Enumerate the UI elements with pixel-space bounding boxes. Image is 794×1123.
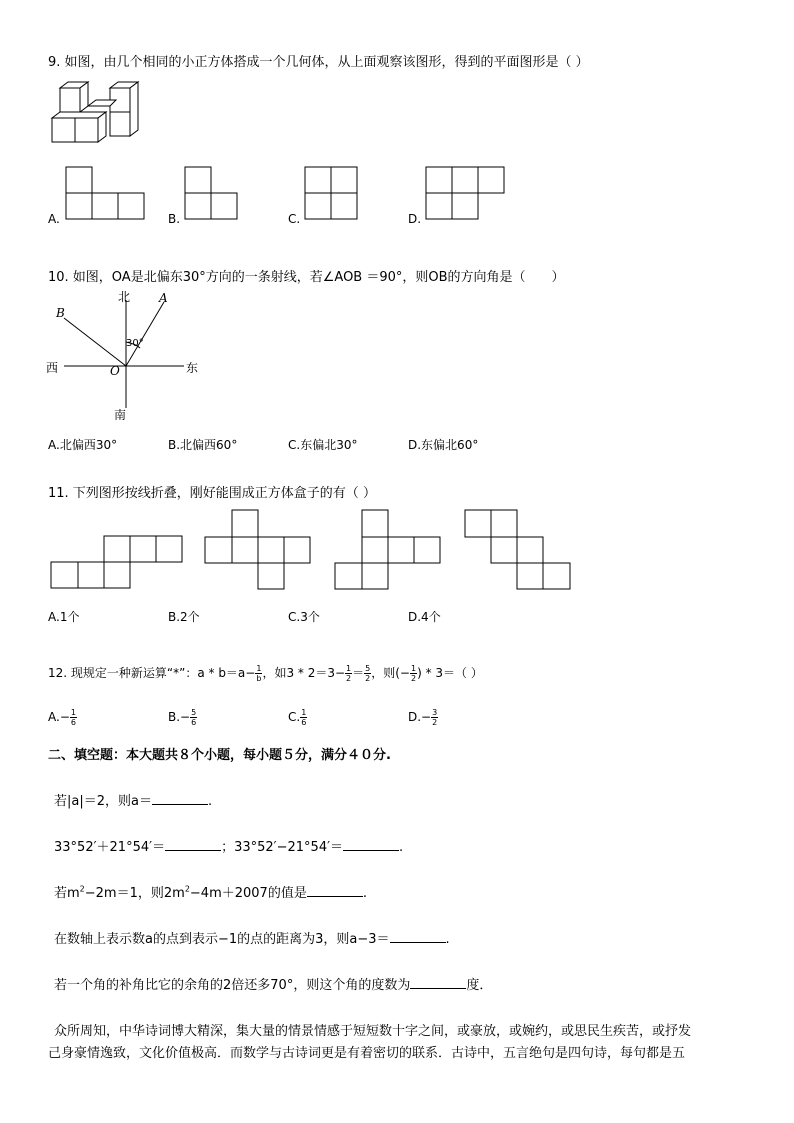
fill-2-period: . [399,840,404,855]
fill-4-text: 在数轴上表示数a的点到表示−1的点的距离为3，则a−3＝ [54,932,390,947]
q11-net-4 [465,510,577,592]
frac-numerator: 5 [365,664,371,673]
answer-blank[interactable] [165,850,221,851]
west-label: 西 [46,361,59,375]
fill-3-period: . [362,886,367,901]
q12-option-c [288,708,307,727]
q12-stem-part-c: ＝ [352,666,365,680]
fill-1-period: . [207,794,213,809]
answer-blank[interactable] [390,942,446,943]
q12-stem-part-b: ，如3 * 2＝3− [262,666,346,680]
fill-5-suffix: 度． [466,978,493,993]
q12-option-d [408,708,438,727]
answer-blank[interactable] [343,850,399,851]
q12-stem [48,664,483,683]
north-label: 北 [118,290,131,304]
q9-option-d: D. [408,212,422,226]
frac-denominator: 2 [365,674,371,683]
option-label: A.− [48,710,70,724]
fill-question-2 [54,836,403,855]
fill-4-period: . [445,932,450,947]
q9-option-b-figure [185,167,239,221]
frac-numerator: 1 [70,708,76,717]
q9-option-a: A. [48,212,60,226]
q9-stem: 9. 如图，由几个相同的小正方体搭成一个几何体，从上面观察该图形，得到的平面图形是（ ） [48,55,589,70]
q10-stem: 10. 如图，OA是北偏东30°方向的一条射线，若∠AOB ＝90°，则OB的方向角是（ ） [48,270,565,285]
q9-option-c: C. [288,212,301,226]
frac-numerator: 1 [256,664,262,673]
q12-option-b [168,708,197,727]
fill-question-6-line-1: 众所周知，中华诗词博大精深，集大量的情景情感于短短数十字之间，或豪放，或婉约，或思民生疾苦，或抒发 [54,1024,692,1039]
point-o-label: O [110,364,120,378]
q9-option-c-figure [305,167,359,221]
frac-numerator: 1 [301,708,307,717]
fill-question-5 [54,974,492,993]
q9-solid-figure [48,78,148,148]
q10-option-a: A.北偏西30° [48,438,118,452]
point-b-label: B [56,306,65,320]
q11-option-b: B.2个 [168,610,200,624]
frac-denominator: b [256,674,262,683]
angle-label: 30° [126,338,144,349]
q12-stem-part-e: ) * 3＝（ ） [417,666,483,680]
frac-denominator: 6 [70,718,76,727]
fill-question-1 [54,790,212,809]
fill-2-text-a: 33°52′＋21°54′＝ [54,840,166,855]
q9-option-b: B. [168,212,181,226]
q11-net-3 [335,510,447,592]
fill-question-3 [54,882,367,901]
section-2-heading: 二、填空题：本大题共８个小题，每小题５分，满分４０分. [48,748,391,763]
frac-denominator: 6 [301,718,307,727]
q11-option-a: A.1个 [48,610,80,624]
q10-option-b: B.北偏西60° [168,438,238,452]
frac-numerator: 3 [432,708,438,717]
q12-stem-part-d: ，则(− [371,666,410,680]
option-label: D.− [408,710,432,724]
answer-blank[interactable] [152,804,208,805]
frac-numerator: 1 [410,664,417,673]
south-label: 南 [114,408,127,422]
fill-2-text-b: ；33°52′−21°54′＝ [221,840,344,855]
frac-denominator: 2 [410,674,417,683]
q11-stem: 11. 下列图形按线折叠，刚好能围成正方体盒子的有（ ） [48,486,376,501]
fill-3-text-a: 若m [54,886,80,901]
frac-denominator: 2 [346,674,352,683]
answer-blank[interactable] [307,896,363,897]
q10-option-d: D.东偏北60° [408,438,479,452]
q12-option-a [48,708,77,727]
q9-option-d-figure [426,167,506,221]
q10-option-c: C.东偏北30° [288,438,358,452]
east-label: 东 [186,361,199,375]
q12-frac-4 [410,664,417,683]
exponent: 2 [79,884,85,894]
fill-question-4 [54,928,450,947]
frac-denominator: 2 [432,718,438,727]
fill-1-text: 若|a|＝2，则a＝ [54,794,152,809]
q11-option-d: D.4个 [408,610,441,624]
fill-5-text: 若一个角的补角比它的余角的2倍还多70°，则这个角的度数为 [54,978,411,993]
fill-question-6-line-2: 己身豪情逸致，文化价值极高．而数学与古诗词更是有着密切的联系．古诗中，五言绝句是四句诗，每句都是五 [48,1046,686,1061]
frac-denominator: 6 [191,718,197,727]
frac-numerator: 5 [191,708,197,717]
q11-option-c: C.3个 [288,610,320,624]
option-label: B.− [168,710,191,724]
q9-option-a-figure [66,167,146,221]
q11-net-1 [51,536,187,592]
q12-stem-part-a: 12. 现规定一种新运算“*”：a * b＝a− [48,666,256,680]
fill-3-text-c: −4m＋2007的值是 [189,886,307,901]
exponent: 2 [184,884,190,894]
q11-net-2 [205,510,317,592]
option-label: C. [288,710,301,724]
fill-3-text-b: −2m＝1，则2m [84,886,185,901]
answer-blank[interactable] [410,988,466,989]
frac-numerator: 1 [346,664,352,673]
point-a-label: A [159,291,168,305]
